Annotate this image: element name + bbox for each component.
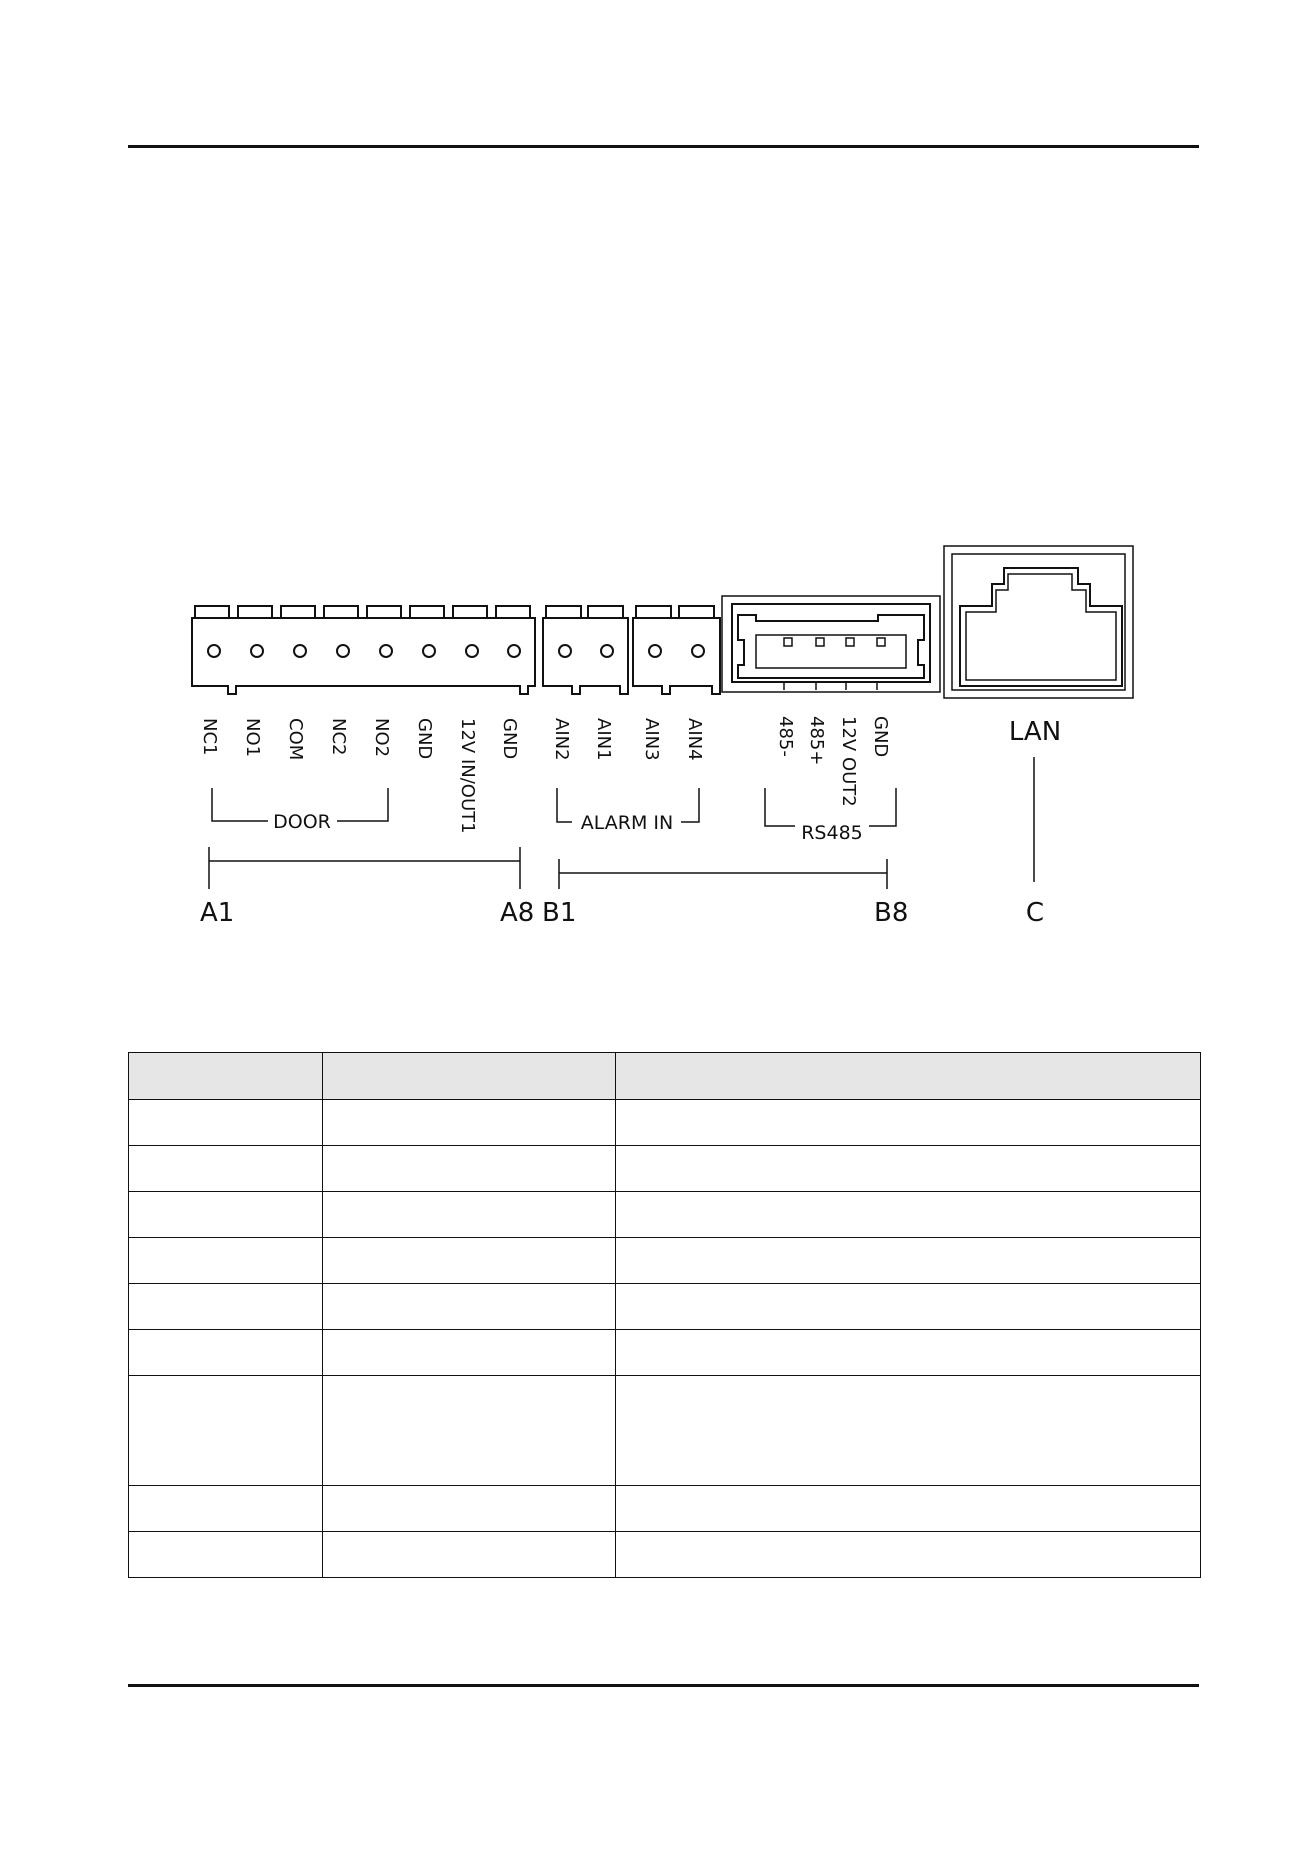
table-cell: [129, 1532, 323, 1578]
table-cell: [129, 1486, 323, 1532]
terminal-b-end-label: B8: [874, 898, 909, 928]
footer-rule: [128, 1684, 1199, 1687]
pin-label-nc2: NC2: [328, 718, 349, 756]
pin-label-gnd: GND: [414, 718, 435, 760]
lan-letter: C: [1025, 898, 1045, 928]
table-cell: [323, 1146, 616, 1192]
table-cell: [616, 1532, 1201, 1578]
table-header-cell: [323, 1053, 616, 1100]
pin-label-12v-out2: 12V OUT2: [838, 716, 859, 807]
table-header-cell: [616, 1053, 1201, 1100]
table-row: [129, 1238, 1201, 1284]
pin-label-ain3: AIN3: [641, 718, 662, 761]
pin-definition-table: [128, 1052, 1201, 1578]
pin-label-gnd-b: GND: [870, 716, 891, 758]
pin-label-nc1: NC1: [199, 718, 220, 756]
table-cell: [323, 1100, 616, 1146]
terminal-a-end-label: A8: [500, 898, 535, 928]
table-cell: [129, 1146, 323, 1192]
table-row: [129, 1100, 1201, 1146]
pin-label-ain4: AIN4: [684, 718, 705, 761]
pin-label-no2: NO2: [371, 718, 392, 758]
table-cell: [616, 1238, 1201, 1284]
alarm-connector-2: [633, 606, 720, 694]
table-row: [129, 1532, 1201, 1578]
table-cell: [616, 1330, 1201, 1376]
pin-label-no1: NO1: [242, 718, 263, 758]
table-cell: [323, 1284, 616, 1330]
table-cell: [129, 1192, 323, 1238]
terminal-a-span: [209, 847, 520, 889]
pin-label-485-minus: 485-: [775, 716, 796, 757]
table-cell: [129, 1284, 323, 1330]
table-row: [129, 1330, 1201, 1376]
terminal-b-span: [559, 859, 887, 889]
table-row: [129, 1192, 1201, 1238]
lan-port: [944, 546, 1133, 698]
rs485-bracket: [765, 788, 896, 826]
door-group-label: DOOR: [273, 811, 331, 833]
table-cell: [616, 1284, 1201, 1330]
table-cell: [616, 1486, 1201, 1532]
pin-label-12v-in-out1: 12V IN/OUT1: [457, 718, 478, 834]
table-cell: [323, 1486, 616, 1532]
table-cell: [616, 1192, 1201, 1238]
table-header-row: [129, 1053, 1201, 1100]
table-cell: [129, 1238, 323, 1284]
pin-label-ain2: AIN2: [551, 718, 572, 761]
table-cell: [323, 1376, 616, 1486]
alarm-connector-1: [543, 606, 628, 694]
table-cell: [129, 1376, 323, 1486]
table-cell: [616, 1376, 1201, 1486]
alarm-in-group-label: ALARM IN: [580, 812, 674, 834]
table-cell: [129, 1100, 323, 1146]
table-cell: [323, 1238, 616, 1284]
table-header-cell: [129, 1053, 323, 1100]
terminal-b-start-label: B1: [542, 898, 577, 928]
rs485-connector: [722, 596, 940, 692]
table-row: [129, 1146, 1201, 1192]
table-cell: [323, 1330, 616, 1376]
terminal-b-pin-labels: [551, 716, 891, 807]
table-row: [129, 1284, 1201, 1330]
table-cell: [616, 1146, 1201, 1192]
table-row: [129, 1486, 1201, 1532]
lan-label: LAN: [1008, 717, 1062, 747]
table-cell: [323, 1532, 616, 1578]
terminal-a-connector: [192, 606, 535, 694]
pin-label-gnd-2: GND: [499, 718, 520, 760]
pin-label-com: COM: [285, 718, 306, 761]
terminal-a-start-label: A1: [200, 898, 235, 928]
table-row: [129, 1376, 1201, 1486]
rs485-group-label: RS485: [801, 822, 863, 844]
table-cell: [323, 1192, 616, 1238]
pin-label-ain1: AIN1: [593, 718, 614, 761]
pin-label-485-plus: 485+: [806, 716, 827, 766]
table-cell: [129, 1330, 323, 1376]
table-cell: [616, 1100, 1201, 1146]
terminal-a-pin-labels: [199, 718, 520, 834]
